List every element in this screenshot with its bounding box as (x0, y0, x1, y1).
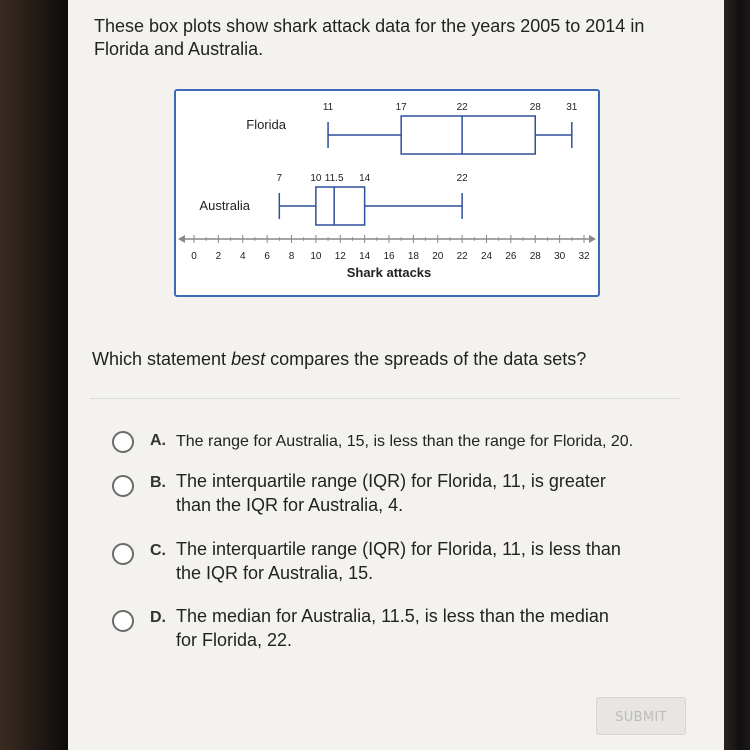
australia-label: Australia (199, 198, 250, 213)
option-a-letter: A. (150, 432, 166, 449)
florida-value-label: 11 (322, 102, 334, 113)
option-b[interactable] (112, 469, 692, 519)
australia-value-label: 22 (456, 173, 468, 184)
x-tick-label: 18 (407, 251, 419, 262)
device-bezel-right (724, 0, 750, 750)
screen (68, 0, 724, 750)
australia-box (316, 187, 365, 225)
x-tick-label: 6 (264, 251, 270, 262)
australia-value-label: 10 (310, 173, 322, 184)
option-c[interactable] (112, 537, 692, 587)
option-b-line1: The interquartile range (IQR) for Florida, 11, is greater (176, 471, 606, 491)
box-plot-svg (176, 91, 598, 295)
option-b-text (176, 469, 606, 517)
x-tick-label: 12 (334, 251, 346, 262)
florida-value-label: 31 (566, 102, 578, 113)
option-c-radio[interactable] (112, 543, 134, 565)
x-tick-label: 28 (529, 251, 541, 262)
option-a-radio[interactable] (112, 431, 134, 453)
x-tick-label: 32 (578, 251, 590, 262)
option-d-line1: The median for Australia, 11.5, is less than the median (176, 606, 609, 626)
x-tick-label: 2 (215, 251, 222, 262)
prompt-text (92, 349, 586, 370)
x-axis-arrow-right (589, 235, 596, 243)
x-tick-label: 22 (456, 251, 468, 262)
florida-value-label: 22 (456, 102, 468, 113)
x-tick-label: 26 (505, 251, 517, 262)
option-d[interactable] (112, 604, 692, 654)
device-bezel-left (0, 0, 70, 750)
florida-label: Florida (246, 117, 286, 132)
australia-value-label: 14 (359, 173, 371, 184)
option-c-letter: C. (150, 542, 166, 559)
option-b-line2: than the IQR for Australia, 4. (176, 495, 404, 515)
australia-value-label: 11.5 (324, 173, 344, 184)
x-tick-label: 4 (239, 251, 246, 262)
florida-value-label: 17 (395, 102, 407, 113)
option-b-letter: B. (150, 474, 166, 491)
x-tick-label: 10 (310, 251, 322, 262)
option-d-line2: for Florida, 22. (176, 630, 293, 650)
x-tick-label: 14 (359, 251, 371, 262)
x-tick-label: 30 (554, 251, 566, 262)
australia-value-label: 7 (276, 173, 283, 184)
prompt-before: Which statement (92, 349, 232, 369)
divider (90, 398, 680, 399)
x-axis-arrow-left (178, 235, 185, 243)
option-c-line2: the IQR for Australia, 15. (176, 563, 374, 583)
option-a-text: The range for Australia, 15, is less than the range for Florida, 20. (176, 433, 634, 450)
option-d-letter: D. (150, 609, 166, 626)
x-tick-label: 20 (432, 251, 444, 262)
prompt-emphasis: best (231, 349, 266, 369)
x-tick-label: 8 (288, 251, 295, 262)
option-d-text (176, 604, 609, 652)
x-tick-label: 0 (191, 251, 197, 262)
option-c-line1: The interquartile range (IQR) for Florida, 11, is less than (176, 539, 621, 559)
florida-value-label: 28 (529, 102, 541, 113)
x-axis-title: Shark attacks (346, 265, 432, 280)
x-tick-label: 24 (480, 251, 493, 262)
florida-box (401, 116, 535, 154)
x-tick-label: 16 (383, 251, 395, 262)
submit-button[interactable]: SUBMIT (596, 697, 686, 735)
prompt-after: compares the spreads of the data sets? (265, 349, 587, 369)
option-b-radio[interactable] (112, 475, 134, 497)
question-text: These box plots show shark attack data for the years 2005 to 2014 in Florida and Australia. (94, 16, 645, 59)
option-c-text (176, 537, 621, 585)
option-d-radio[interactable] (112, 610, 134, 632)
box-plot-chart (174, 89, 600, 297)
option-a[interactable] (112, 430, 692, 456)
